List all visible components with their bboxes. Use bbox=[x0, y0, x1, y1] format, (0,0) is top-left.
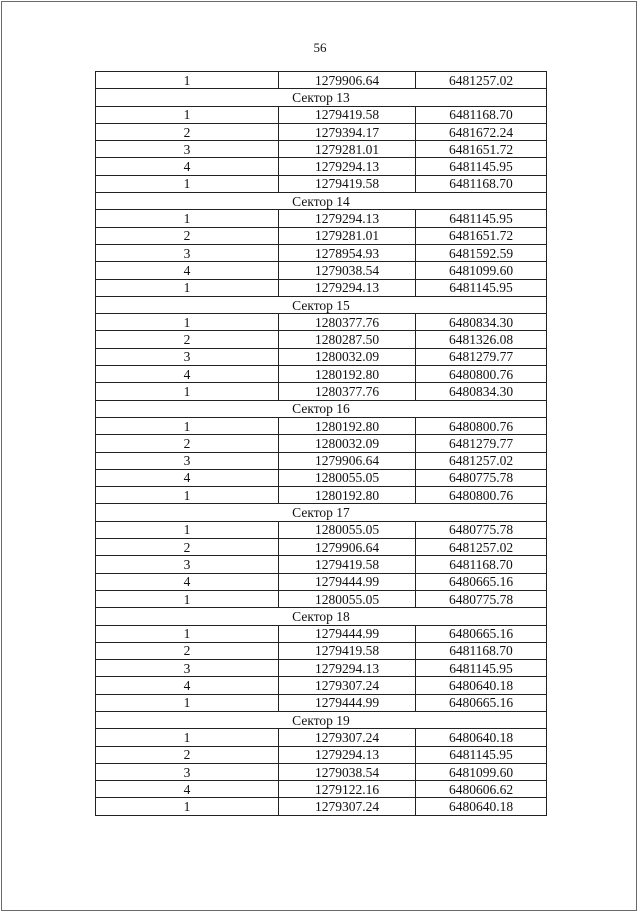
y-coordinate-cell: 6481168.70 bbox=[416, 556, 547, 573]
table-row bbox=[96, 539, 547, 556]
x-coordinate-cell: 1279444.99 bbox=[279, 625, 416, 642]
x-coordinate-cell: 1279294.13 bbox=[279, 210, 416, 227]
table-row bbox=[96, 210, 547, 227]
x-coordinate-cell: 1279307.24 bbox=[279, 729, 416, 746]
point-number-cell: 1 bbox=[96, 487, 279, 504]
page-number: 56 bbox=[313, 40, 327, 55]
x-coordinate-cell: 1279294.13 bbox=[279, 660, 416, 677]
point-number-cell: 1 bbox=[96, 314, 279, 331]
table-row bbox=[96, 106, 547, 123]
point-number-cell: 2 bbox=[96, 642, 279, 659]
x-coordinate-cell: 1279906.64 bbox=[279, 539, 416, 556]
x-coordinate-cell: 1280192.80 bbox=[279, 366, 416, 383]
x-coordinate-cell: 1280377.76 bbox=[279, 314, 416, 331]
sector-title: Сектор 15 bbox=[96, 296, 547, 313]
y-coordinate-cell: 6480640.18 bbox=[416, 798, 547, 815]
point-number-cell: 1 bbox=[96, 210, 279, 227]
table-row bbox=[96, 262, 547, 279]
sector-title: Сектор 13 bbox=[96, 89, 547, 106]
point-number-cell: 2 bbox=[96, 435, 279, 452]
y-coordinate-cell: 6480640.18 bbox=[416, 677, 547, 694]
point-number-cell: 1 bbox=[96, 383, 279, 400]
y-coordinate-cell: 6481168.70 bbox=[416, 106, 547, 123]
sector-header-row bbox=[96, 504, 547, 521]
point-number-cell: 3 bbox=[96, 141, 279, 158]
x-coordinate-cell: 1278954.93 bbox=[279, 244, 416, 261]
point-number-cell: 1 bbox=[96, 798, 279, 815]
x-coordinate-cell: 1279444.99 bbox=[279, 573, 416, 590]
table-row bbox=[96, 729, 547, 746]
point-number-cell: 4 bbox=[96, 677, 279, 694]
point-number-cell: 4 bbox=[96, 469, 279, 486]
x-coordinate-cell: 1280055.05 bbox=[279, 590, 416, 607]
x-coordinate-cell: 1280192.80 bbox=[279, 417, 416, 434]
table-row bbox=[96, 72, 547, 89]
coordinates-table-body bbox=[96, 72, 547, 816]
table-row bbox=[96, 469, 547, 486]
table-row bbox=[96, 590, 547, 607]
table-row bbox=[96, 123, 547, 140]
sector-title: Сектор 14 bbox=[96, 193, 547, 210]
y-coordinate-cell: 6481145.95 bbox=[416, 210, 547, 227]
table-row bbox=[96, 798, 547, 815]
y-coordinate-cell: 6480800.76 bbox=[416, 366, 547, 383]
table-row bbox=[96, 348, 547, 365]
point-number-cell: 3 bbox=[96, 244, 279, 261]
table-row bbox=[96, 660, 547, 677]
y-coordinate-cell: 6480640.18 bbox=[416, 729, 547, 746]
table-row bbox=[96, 677, 547, 694]
x-coordinate-cell: 1279419.58 bbox=[279, 175, 416, 192]
y-coordinate-cell: 6480606.62 bbox=[416, 781, 547, 798]
table-row bbox=[96, 694, 547, 711]
point-number-cell: 3 bbox=[96, 660, 279, 677]
x-coordinate-cell: 1280287.50 bbox=[279, 331, 416, 348]
point-number-cell: 1 bbox=[96, 590, 279, 607]
x-coordinate-cell: 1279444.99 bbox=[279, 694, 416, 711]
y-coordinate-cell: 6480665.16 bbox=[416, 694, 547, 711]
y-coordinate-cell: 6481279.77 bbox=[416, 435, 547, 452]
x-coordinate-cell: 1279419.58 bbox=[279, 556, 416, 573]
y-coordinate-cell: 6481145.95 bbox=[416, 158, 547, 175]
point-number-cell: 2 bbox=[96, 123, 279, 140]
x-coordinate-cell: 1280377.76 bbox=[279, 383, 416, 400]
point-number-cell: 3 bbox=[96, 348, 279, 365]
x-coordinate-cell: 1279281.01 bbox=[279, 227, 416, 244]
sector-header-row bbox=[96, 296, 547, 313]
table-row bbox=[96, 746, 547, 763]
x-coordinate-cell: 1279294.13 bbox=[279, 158, 416, 175]
table-row bbox=[96, 521, 547, 538]
y-coordinate-cell: 6481099.60 bbox=[416, 262, 547, 279]
table-row bbox=[96, 158, 547, 175]
y-coordinate-cell: 6481651.72 bbox=[416, 227, 547, 244]
y-coordinate-cell: 6481145.95 bbox=[416, 746, 547, 763]
y-coordinate-cell: 6480665.16 bbox=[416, 573, 547, 590]
point-number-cell: 1 bbox=[96, 175, 279, 192]
sector-header-row bbox=[96, 89, 547, 106]
point-number-cell: 4 bbox=[96, 573, 279, 590]
table-row bbox=[96, 452, 547, 469]
table-row bbox=[96, 175, 547, 192]
x-coordinate-cell: 1280055.05 bbox=[279, 521, 416, 538]
table-row bbox=[96, 763, 547, 780]
table-row bbox=[96, 141, 547, 158]
table-row bbox=[96, 642, 547, 659]
point-number-cell: 1 bbox=[96, 694, 279, 711]
x-coordinate-cell: 1279281.01 bbox=[279, 141, 416, 158]
coordinates-table bbox=[95, 71, 547, 816]
point-number-cell: 4 bbox=[96, 262, 279, 279]
table-row bbox=[96, 331, 547, 348]
sector-title: Сектор 18 bbox=[96, 608, 547, 625]
point-number-cell: 4 bbox=[96, 366, 279, 383]
point-number-cell: 1 bbox=[96, 521, 279, 538]
sector-header-row bbox=[96, 711, 547, 728]
x-coordinate-cell: 1279122.16 bbox=[279, 781, 416, 798]
y-coordinate-cell: 6481145.95 bbox=[416, 279, 547, 296]
y-coordinate-cell: 6481099.60 bbox=[416, 763, 547, 780]
y-coordinate-cell: 6481168.70 bbox=[416, 175, 547, 192]
table-row bbox=[96, 556, 547, 573]
x-coordinate-cell: 1279038.54 bbox=[279, 262, 416, 279]
point-number-cell: 1 bbox=[96, 106, 279, 123]
x-coordinate-cell: 1280032.09 bbox=[279, 348, 416, 365]
point-number-cell: 3 bbox=[96, 763, 279, 780]
y-coordinate-cell: 6481279.77 bbox=[416, 348, 547, 365]
point-number-cell: 1 bbox=[96, 72, 279, 89]
point-number-cell: 1 bbox=[96, 625, 279, 642]
x-coordinate-cell: 1279906.64 bbox=[279, 452, 416, 469]
point-number-cell: 1 bbox=[96, 729, 279, 746]
y-coordinate-cell: 6481592.59 bbox=[416, 244, 547, 261]
y-coordinate-cell: 6481651.72 bbox=[416, 141, 547, 158]
point-number-cell: 4 bbox=[96, 158, 279, 175]
sector-title: Сектор 19 bbox=[96, 711, 547, 728]
x-coordinate-cell: 1279906.64 bbox=[279, 72, 416, 89]
x-coordinate-cell: 1280055.05 bbox=[279, 469, 416, 486]
y-coordinate-cell: 6480775.78 bbox=[416, 469, 547, 486]
point-number-cell: 1 bbox=[96, 417, 279, 434]
table-row bbox=[96, 435, 547, 452]
x-coordinate-cell: 1280192.80 bbox=[279, 487, 416, 504]
point-number-cell: 3 bbox=[96, 556, 279, 573]
table-row bbox=[96, 244, 547, 261]
table-row bbox=[96, 366, 547, 383]
table-row bbox=[96, 314, 547, 331]
y-coordinate-cell: 6481257.02 bbox=[416, 452, 547, 469]
table-row bbox=[96, 227, 547, 244]
point-number-cell: 2 bbox=[96, 539, 279, 556]
table-row bbox=[96, 417, 547, 434]
point-number-cell: 4 bbox=[96, 781, 279, 798]
y-coordinate-cell: 6480834.30 bbox=[416, 314, 547, 331]
x-coordinate-cell: 1279419.58 bbox=[279, 642, 416, 659]
y-coordinate-cell: 6480800.76 bbox=[416, 417, 547, 434]
y-coordinate-cell: 6480834.30 bbox=[416, 383, 547, 400]
x-coordinate-cell: 1279307.24 bbox=[279, 798, 416, 815]
x-coordinate-cell: 1279294.13 bbox=[279, 746, 416, 763]
table-row bbox=[96, 279, 547, 296]
point-number-cell: 2 bbox=[96, 746, 279, 763]
x-coordinate-cell: 1279294.13 bbox=[279, 279, 416, 296]
y-coordinate-cell: 6480800.76 bbox=[416, 487, 547, 504]
y-coordinate-cell: 6481145.95 bbox=[416, 660, 547, 677]
sector-title: Сектор 17 bbox=[96, 504, 547, 521]
sector-header-row bbox=[96, 400, 547, 417]
sector-title: Сектор 16 bbox=[96, 400, 547, 417]
table-row bbox=[96, 625, 547, 642]
point-number-cell: 1 bbox=[96, 279, 279, 296]
table-row bbox=[96, 781, 547, 798]
y-coordinate-cell: 6481257.02 bbox=[416, 539, 547, 556]
sector-header-row bbox=[96, 608, 547, 625]
table-row bbox=[96, 383, 547, 400]
x-coordinate-cell: 1280032.09 bbox=[279, 435, 416, 452]
y-coordinate-cell: 6481257.02 bbox=[416, 72, 547, 89]
x-coordinate-cell: 1279038.54 bbox=[279, 763, 416, 780]
x-coordinate-cell: 1279307.24 bbox=[279, 677, 416, 694]
point-number-cell: 2 bbox=[96, 227, 279, 244]
point-number-cell: 2 bbox=[96, 331, 279, 348]
y-coordinate-cell: 6480665.16 bbox=[416, 625, 547, 642]
point-number-cell: 3 bbox=[96, 452, 279, 469]
x-coordinate-cell: 1279419.58 bbox=[279, 106, 416, 123]
y-coordinate-cell: 6480775.78 bbox=[416, 590, 547, 607]
y-coordinate-cell: 6481326.08 bbox=[416, 331, 547, 348]
sector-header-row bbox=[96, 193, 547, 210]
y-coordinate-cell: 6481672.24 bbox=[416, 123, 547, 140]
table-row bbox=[96, 487, 547, 504]
x-coordinate-cell: 1279394.17 bbox=[279, 123, 416, 140]
table-row bbox=[96, 573, 547, 590]
y-coordinate-cell: 6481168.70 bbox=[416, 642, 547, 659]
y-coordinate-cell: 6480775.78 bbox=[416, 521, 547, 538]
